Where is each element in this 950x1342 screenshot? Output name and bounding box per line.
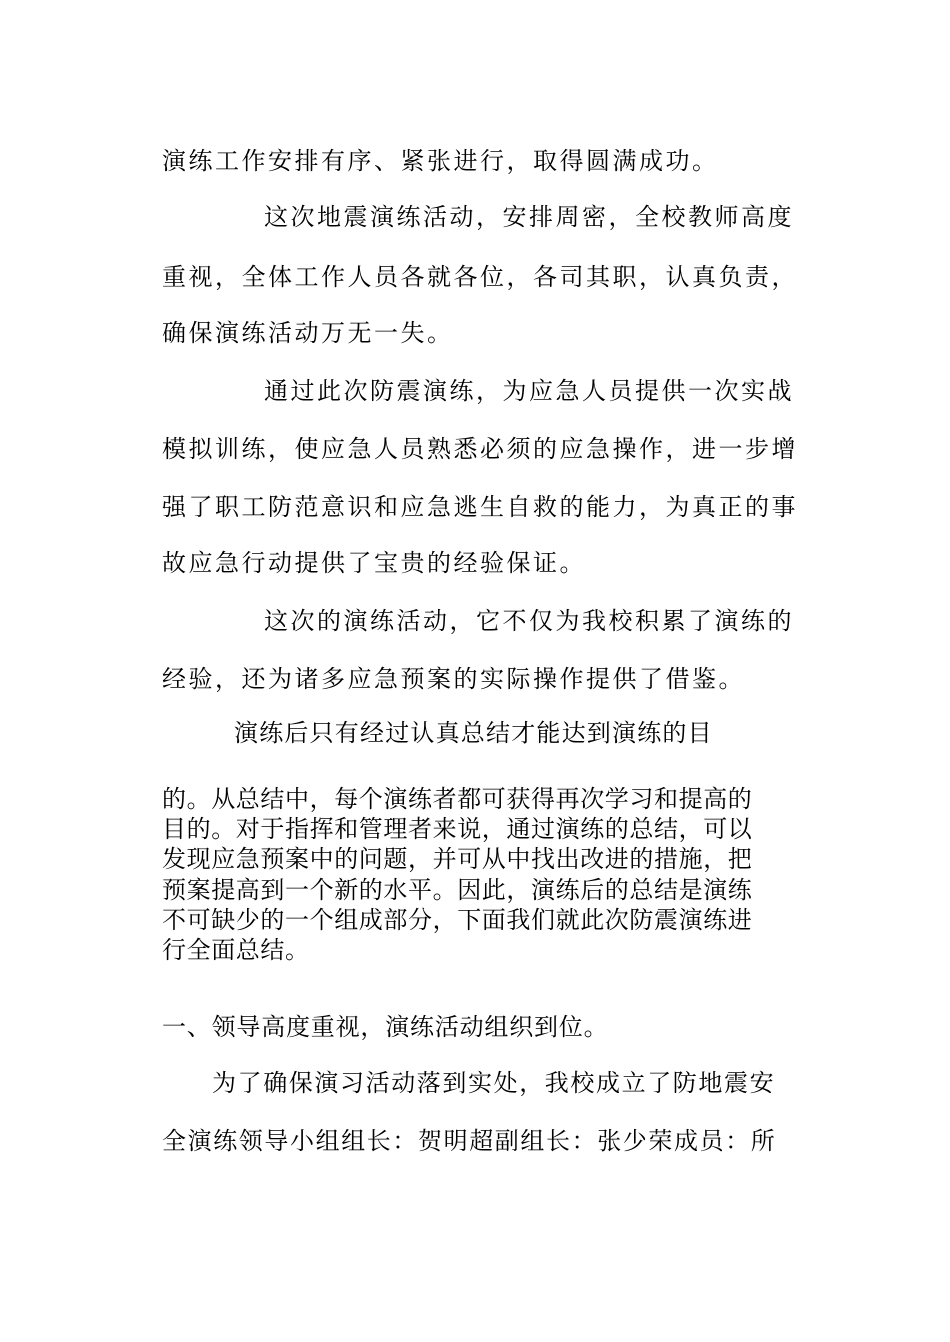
- paragraph-line: 为了确保演习活动落到实处，我校成立了防地震安: [212, 1069, 776, 1097]
- paragraph-line: 经验，还为诸多应急预案的实际操作提供了借鉴。: [162, 665, 745, 693]
- paragraph-line: 强了职工防范意识和应急逃生自救的能力，为真正的事: [162, 493, 798, 521]
- paragraph-line: 这次的演练活动，它不仅为我校积累了演练的: [264, 607, 794, 635]
- paragraph-line: 演练工作安排有序、紧张进行，取得圆满成功。: [162, 147, 719, 175]
- paragraph-line: 这次地震演练活动，安排周密，全校教师高度: [264, 203, 794, 231]
- section-heading: 一、领导高度重视，演练活动组织到位。: [162, 1013, 609, 1041]
- paragraph-line: 模拟训练，使应急人员熟悉必须的应急操作，进一步增: [162, 435, 798, 463]
- paragraph-line: 通过此次防震演练，为应急人员提供一次实战: [264, 377, 794, 405]
- summary-line: 发现应急预案中的问题，并可从中找出改进的措施，把: [162, 845, 753, 874]
- paragraph-line: 重视，全体工作人员各就各位，各司其职，认真负责，: [162, 263, 798, 291]
- paragraph-line: 演练后只有经过认真总结才能达到演练的目: [234, 719, 713, 747]
- paragraph-line: 全演练领导小组组长：贺明超副组长：张少荣成员：所: [162, 1127, 777, 1155]
- summary-line: 行全面总结。: [162, 936, 310, 965]
- paragraph-line: 故应急行动提供了宝贵的经验保证。: [162, 549, 586, 577]
- summary-line: 的。从总结中，每个演练者都可获得再次学习和提高的: [162, 785, 753, 813]
- summary-line: 预案提高到一个新的水平。因此，演练后的总结是演练: [162, 875, 753, 904]
- summary-paragraph: [162, 784, 802, 965]
- summary-line: 不可缺少的一个组成部分，下面我们就此次防震演练进: [162, 905, 753, 934]
- paragraph-line: 确保演练活动万无一失。: [162, 319, 454, 347]
- summary-line: 目的。对于指挥和管理者来说，通过演练的总结，可以: [162, 815, 753, 844]
